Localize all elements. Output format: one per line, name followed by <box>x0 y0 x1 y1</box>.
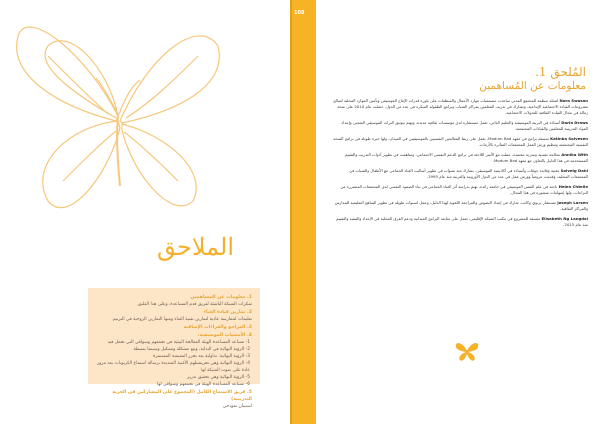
contributor-name: Nora Swasan <box>559 98 588 103</box>
right-page <box>294 0 600 424</box>
toc-item-description: شكرات الشبكة الناشئة لفريق قدم المساعدة، وعلى هذا الفليق. <box>136 302 252 307</box>
toc-item-title: 1. معلومات عن المساهمين <box>190 295 252 300</box>
butterfly-illustration-icon <box>8 0 228 226</box>
contributor-bio: باحثة في علم النفس الموسيقي في جامعة رائدة، تهتم بدراسة أثر الغناء الجماعي في بناء الصمود النفسي لدى المجتمعات المتضررة من النزاعات، ولها إسهامات منشورة في هذا المجال. <box>340 184 588 195</box>
contributor-bio: مستشار تربوي وكاتب، شارك في إعداد النصوص والمراجعة اللغوية لهذا الدليل، وعمل لسنوات طويلة في تطوير المناهج التعليمية للمدارس والمراكز الثقافية. <box>334 200 588 211</box>
spine-edge <box>290 0 292 424</box>
toc-item-title: 3. المراجع والقراءات الإضافية <box>183 325 252 330</box>
contributor-entry <box>332 216 588 228</box>
toc-item-description: تعليمات لممارسة عادية لتمارين تقنية الغناء ومنها التمارين الروحية في الترنيم. <box>111 317 252 322</box>
contributor-name: Darla Draws <box>561 120 588 125</box>
contributor-entry <box>332 168 588 180</box>
spine-band <box>290 0 316 424</box>
contributor-bio: مُمثلة منظمة للمجتمع المدني ساعدت مصمميات موارد الأعمال والمنظمات على بلورة قدرات الإنتاج الموسيقي وتأمين الموارد المحلية لصالح مشروعات القيادة الاجتماعية الإبداعية، وتشارك في تدريب المعلمين بمراكز الشباب وبرامج الطفولة المبكرة في عدد من الدول. حصلت عام 2010 على منحة زمالة في مجال القيادة الثقافية للتحولات الاجتماعية. <box>333 98 588 115</box>
contributor-bio: أستاذة في التربية الموسيقية والتعليم الذاتي، تعمل مستشارة لدى مؤسسات ثقافية عديدة، وتهتم بتوثيق التراث الموسيقي الشعبي وإعداد المواد التدريبية للمعلمين والقيادات المجتمعية. <box>341 120 588 131</box>
appendix-contents-box <box>88 288 260 409</box>
contributor-entry <box>332 200 588 212</box>
contributor-entry <box>332 120 588 132</box>
toc-item-1 <box>96 294 252 308</box>
toc-subitem: 5- الرؤية النهائية وهي تحقيق تدرير <box>187 375 250 380</box>
toc-item-title: 2. تمارين قيادة الغناء <box>203 310 252 315</box>
toc-subitem: 6- مساعد المساعدة الهيئة في تجمعهم وسواقي لها <box>156 382 250 387</box>
page-number: 108 <box>294 10 305 16</box>
contributor-name: Helen Chtelle <box>558 184 588 189</box>
toc-item-3 <box>96 324 252 331</box>
contributor-name: Annika With <box>561 152 588 157</box>
toc-subitem: 2- الرؤية النهائية في البداية، وتبع مشكلة وتشكيل وسينما بسيطة <box>133 347 250 352</box>
contributor-name: Solveig Dahl <box>560 168 588 173</box>
toc-item-title: 4. الأمسيات الموسيقية: <box>197 333 252 338</box>
appendix-title-text: معلومات عن المُساهمين <box>479 80 586 92</box>
toc-item-4 <box>96 332 252 388</box>
contributor-name: Katinka Salvesen <box>550 136 588 141</box>
toc-item-5 <box>96 389 252 410</box>
toc-item-title: 5. فريق الاستماع الكامل (المجموع على المشاركين في الجرية التدريبية) <box>112 390 252 402</box>
appendix-title <box>479 65 586 93</box>
contributor-bio: معالجة نفسية ومدربة معتمدة، عملت مع الأسر اللاجئة في برامج الدعم النفسي الاجتماعي، وساهمت في تطوير أدوات التدريب والتقييم المستخدمة في هذا الدليل بالتعاون مع معهد Modum Bad. <box>345 152 588 163</box>
contributors-list <box>332 98 588 232</box>
appendix-title-number: المُلحق 1. <box>535 65 586 79</box>
section-title: الملاحق <box>156 233 234 261</box>
toc-subitem: 4- الرؤية النهائية وهي تحريشتلهم الأغنية الشديدة برسالة استماع الكرتونات بعد مرور عادة على صوت الشبكة لها <box>97 361 250 373</box>
left-page <box>0 0 290 424</box>
toc-subitem: 1- مساعد المساعدة الهيئة المعالجة البيئية في تجمعهم وسواقي التي تحمل فيه <box>107 340 250 345</box>
butterfly-icon <box>454 338 480 364</box>
toc-subitem: 3- الرؤية النهائية: تداولية بعد تحرر المعيشة المستمرة <box>153 354 250 359</box>
toc-item-description: استبيان نموذجي <box>222 404 252 409</box>
contributor-entry <box>332 98 588 116</box>
contributor-bio: مغنية وقائدة جوقات وأستاذة في أكاديمية الموسيقى، تشارك منذ سنوات في تطوير أساليب الغناء الجماعي مع الأطفال والشباب في المجتمعات المحلية، وقدمت عروضاً وورش عمل في عدد من الدول الأوروبية والعربية منذ عام 1995. <box>349 168 588 179</box>
toc-item-2 <box>96 309 252 323</box>
contributor-entry <box>332 152 588 164</box>
contributor-bio: منسقة للمشروع في مكتب الشبكة الإقليمي، تعمل على متابعة البرامج الميدانية ودعم الفرق المحلية في الإعداد والتنفيذ والتقييم منذ عام 2015. <box>336 216 588 227</box>
contributor-bio: منسقة برامج في معهد Modum Bad، تعمل على ربط المعالجين النفسيين بالموسيقيين في الميدان، ولها خبرة طويلة في برامج الصحة النفسية المجتمعية وتنظيم ورش العمل للمجتمعات المتأثرة بالأزمات. <box>333 136 588 147</box>
contributor-name: Joseph Larsen <box>557 200 588 205</box>
contributor-entry <box>332 136 588 148</box>
contributor-name: Elisabeth Ng Langdal <box>541 216 588 221</box>
contributor-entry <box>332 184 588 196</box>
